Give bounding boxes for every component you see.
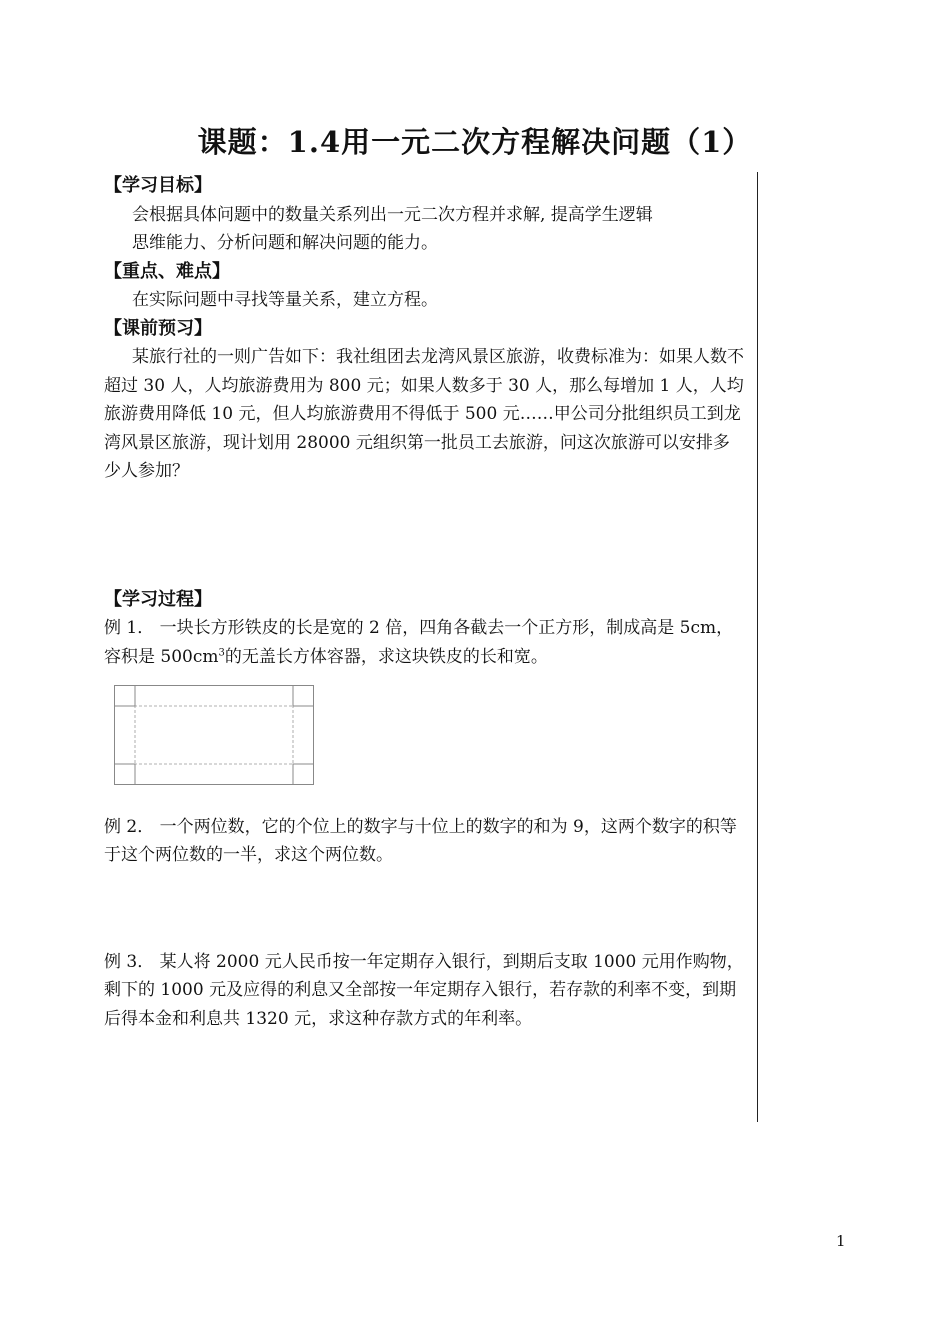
- key-heading: 【重点、难点】: [104, 260, 230, 282]
- answer-space-2: [104, 870, 744, 948]
- key-text: 在实际问题中寻找等量关系，建立方程。: [132, 290, 438, 310]
- answer-space: [104, 486, 744, 586]
- example-2: 例 2． 一个两位数，它的个位上的数字与十位上的数字的和为 9，这两个数字的积等于这个两位数的一半，求这个两位数。: [104, 816, 737, 865]
- goal-heading: 【学习目标】: [104, 175, 212, 196]
- margin-rule: [757, 172, 758, 1122]
- page-title: 课题：1.4用一元二次方程解决问题（1）: [197, 125, 753, 159]
- goal-line-2: 思维能力、分析问题和解决问题的能力。: [132, 233, 438, 253]
- sheet-diagram: [114, 685, 314, 785]
- preview-text: 某旅行社的一则广告如下：我社组团去龙湾风景区旅游，收费标准为：如果人数不超过 30 人，人均旅游费用为 800 元；如果人数多于 30 人，那么每增加 1 人，人均旅游费用降低 10 元，但人均旅游费用不得低于 500 元……甲公司分批组织员工到龙湾风景区旅游，现计划用 28000 元组织第一批员工去旅游，问这次旅游可以安排多少人参加？: [104, 347, 744, 481]
- goal-line-1: 会根据具体问题中的数量关系列出一元二次方程并求解, 提高学生逻辑: [132, 204, 653, 225]
- page-number: 1: [836, 1232, 846, 1250]
- example-3: 例 3． 某人将 2000 元人民币按一年定期存入银行，到期后支取 1000 元用作购物，剩下的 1000 元及应得的利息又全部按一年定期存入银行，若存款的利率不变，到期后得本金和利息共 1320 元，求这种存款方式的年利率。: [104, 951, 744, 1029]
- document-body: [104, 172, 744, 1033]
- example-1: [104, 614, 744, 671]
- example-1-text-a: 例 1． 一块长方形铁皮的长是宽的 2 倍，四角各截去一个正方形，制成高是 5cm，容积是 500cm: [104, 618, 734, 667]
- example-1-text-b: 的无盖长方体容器，求这块铁皮的长和宽。: [224, 646, 548, 667]
- example-1-superscript: 3: [218, 646, 225, 658]
- preview-heading: 【课前预习】: [104, 317, 212, 339]
- process-heading: 【学习过程】: [104, 588, 212, 610]
